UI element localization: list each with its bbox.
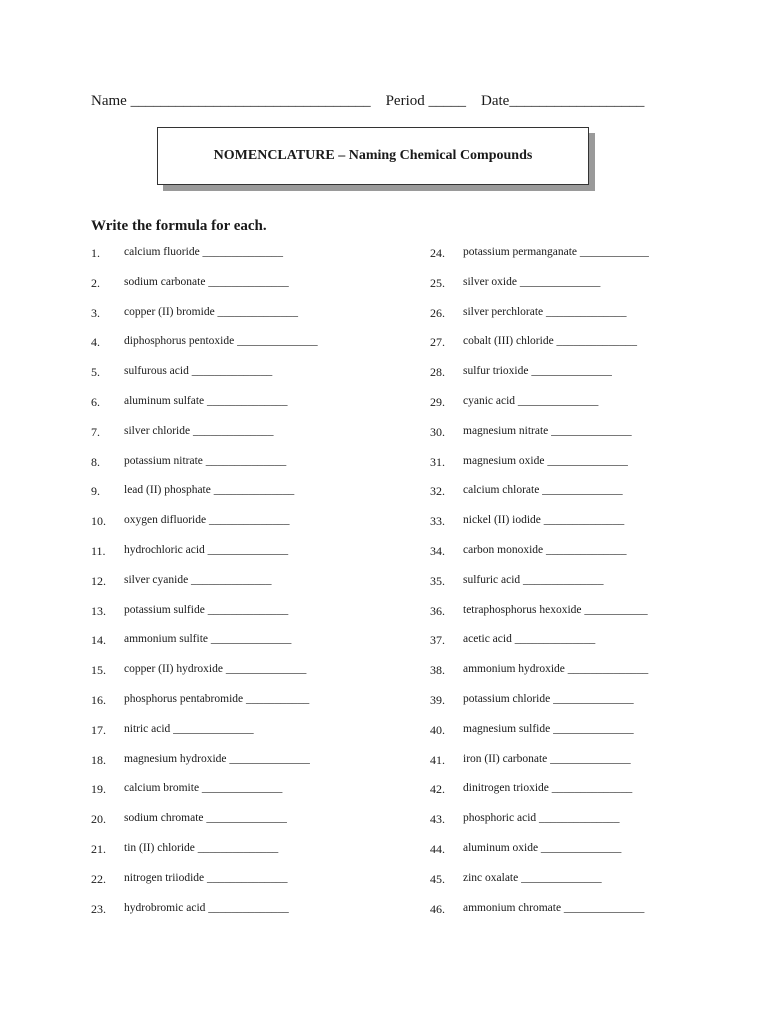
question-item[interactable] [430, 484, 649, 514]
question-item[interactable] [91, 753, 318, 783]
question-number: 7. [91, 424, 100, 439]
question-text: ammonium chromate ______________ [463, 901, 645, 914]
question-text: lead (II) phosphate ______________ [124, 484, 295, 497]
question-text: magnesium oxide ______________ [463, 454, 628, 467]
question-number: 41. [430, 752, 445, 767]
question-number: 17. [91, 722, 106, 737]
question-number: 20. [91, 812, 106, 827]
question-text: silver cyanide ______________ [124, 573, 272, 586]
question-item[interactable] [430, 663, 649, 693]
question-text: sulfur trioxide ______________ [463, 365, 612, 378]
question-text: potassium sulfide ______________ [124, 603, 289, 616]
question-number: 44. [430, 841, 445, 856]
question-item[interactable] [91, 723, 318, 753]
question-number: 11. [91, 543, 106, 558]
question-number: 33. [430, 514, 445, 529]
question-item[interactable] [91, 604, 318, 634]
question-number: 36. [430, 603, 445, 618]
question-number: 6. [91, 394, 100, 409]
question-number: 12. [91, 573, 106, 588]
question-text: phosphoric acid ______________ [463, 812, 620, 825]
question-item[interactable] [430, 544, 649, 574]
question-text: calcium chlorate ______________ [463, 484, 623, 497]
question-item[interactable] [91, 663, 318, 693]
question-text: nickel (II) iodide ______________ [463, 514, 625, 527]
question-number: 24. [430, 246, 445, 260]
question-text: magnesium sulfide ______________ [463, 722, 634, 735]
question-text: nitrogen triiodide ______________ [124, 871, 288, 884]
question-item[interactable] [430, 246, 649, 276]
question-text: tetraphosphorus hexoxide ___________ [463, 603, 648, 616]
title-box [157, 127, 589, 185]
question-item[interactable] [91, 842, 318, 872]
question-number: 22. [91, 871, 106, 886]
right-question-column [430, 246, 649, 931]
question-text: silver perchlorate ______________ [463, 305, 627, 318]
question-item[interactable] [91, 306, 318, 336]
date-field[interactable]: Date__________________ [481, 93, 645, 109]
question-item[interactable] [430, 782, 649, 812]
question-text: potassium permanganate ____________ [463, 246, 649, 258]
question-item[interactable] [91, 395, 318, 425]
question-text: aluminum oxide ______________ [463, 841, 622, 854]
question-item[interactable] [91, 782, 318, 812]
question-item[interactable] [91, 574, 318, 604]
question-text: cyanic acid ______________ [463, 394, 599, 407]
question-text: sulfuric acid ______________ [463, 573, 604, 586]
question-number: 38. [430, 663, 445, 678]
question-number: 39. [430, 692, 445, 707]
question-item[interactable] [430, 365, 649, 395]
question-item[interactable] [91, 633, 318, 663]
question-number: 16. [91, 692, 106, 707]
question-number: 21. [91, 841, 106, 856]
question-number: 35. [430, 573, 445, 588]
question-item[interactable] [91, 335, 318, 365]
question-number: 4. [91, 335, 100, 350]
question-text: tin (II) chloride ______________ [124, 841, 279, 854]
question-item[interactable] [430, 425, 649, 455]
question-text: silver oxide ______________ [463, 275, 601, 288]
question-number: 31. [430, 454, 445, 469]
question-number: 5. [91, 365, 100, 380]
question-item[interactable] [91, 455, 318, 485]
question-text: ammonium sulfite ______________ [124, 633, 292, 646]
question-item[interactable] [430, 514, 649, 544]
question-number: 46. [430, 901, 445, 916]
student-info-line [91, 93, 644, 110]
question-item[interactable] [430, 633, 649, 663]
question-item[interactable] [430, 872, 649, 902]
question-item[interactable] [430, 902, 649, 932]
question-text: sodium carbonate ______________ [124, 275, 289, 288]
question-item[interactable] [430, 306, 649, 336]
question-text: copper (II) hydroxide ______________ [124, 663, 307, 676]
question-number: 2. [91, 275, 100, 290]
question-number: 8. [91, 454, 100, 469]
question-item[interactable] [91, 693, 318, 723]
question-item[interactable] [430, 723, 649, 753]
question-item[interactable] [91, 514, 318, 544]
question-number: 10. [91, 514, 106, 529]
question-item[interactable] [430, 574, 649, 604]
question-item[interactable] [430, 753, 649, 783]
question-number: 27. [430, 335, 445, 350]
question-text: phosphorus pentabromide ___________ [124, 692, 310, 705]
question-item[interactable] [430, 604, 649, 634]
question-number: 15. [91, 663, 106, 678]
question-number: 40. [430, 722, 445, 737]
question-number: 30. [430, 424, 445, 439]
question-text: nitric acid ______________ [124, 722, 254, 735]
question-item[interactable] [430, 842, 649, 872]
question-number: 26. [430, 305, 445, 320]
question-number: 29. [430, 394, 445, 409]
question-number: 23. [91, 901, 106, 916]
question-item[interactable] [430, 395, 649, 425]
question-item[interactable] [91, 276, 318, 306]
question-text: aluminum sulfate ______________ [124, 394, 288, 407]
question-number: 3. [91, 305, 100, 320]
question-number: 34. [430, 543, 445, 558]
question-text: hydrochloric acid ______________ [124, 543, 289, 556]
question-text: ammonium hydroxide ______________ [463, 663, 649, 676]
question-text: sulfurous acid ______________ [124, 365, 273, 378]
question-number: 1. [91, 246, 100, 260]
question-item[interactable] [91, 246, 318, 276]
question-number: 37. [430, 633, 445, 648]
question-text: calcium bromite ______________ [124, 782, 283, 795]
question-text: calcium fluoride ______________ [124, 246, 284, 258]
question-item[interactable] [91, 484, 318, 514]
question-text: silver chloride ______________ [124, 424, 274, 437]
left-question-column [91, 246, 318, 931]
question-item[interactable] [91, 544, 318, 574]
question-item[interactable] [91, 902, 318, 932]
question-text: dinitrogen trioxide ______________ [463, 782, 633, 795]
question-text: potassium nitrate ______________ [124, 454, 287, 467]
question-number: 43. [430, 812, 445, 827]
instructions-heading: Write the formula for each. [91, 218, 267, 234]
question-item[interactable] [430, 693, 649, 723]
question-text: cobalt (III) chloride ______________ [463, 335, 638, 348]
page-title: NOMENCLATURE – Naming Chemical Compounds [157, 127, 589, 185]
question-item[interactable] [430, 455, 649, 485]
question-text: acetic acid ______________ [463, 633, 596, 646]
question-text: magnesium nitrate ______________ [463, 424, 632, 437]
question-text: sodium chromate ______________ [124, 812, 287, 825]
question-item[interactable] [91, 365, 318, 395]
question-number: 45. [430, 871, 445, 886]
question-text: potassium chloride ______________ [463, 692, 634, 705]
name-field[interactable]: Name ________________________________ [91, 93, 371, 109]
question-item[interactable] [430, 276, 649, 306]
question-text: iron (II) carbonate ______________ [463, 752, 631, 765]
question-number: 28. [430, 365, 445, 380]
question-text: copper (II) bromide ______________ [124, 305, 299, 318]
question-number: 19. [91, 782, 106, 797]
question-text: magnesium hydroxide ______________ [124, 752, 310, 765]
period-field[interactable]: Period _____ [385, 93, 466, 109]
question-item[interactable] [91, 812, 318, 842]
question-text: oxygen difluoride ______________ [124, 514, 290, 527]
question-text: zinc oxalate ______________ [463, 871, 602, 884]
question-item[interactable] [91, 425, 318, 455]
question-number: 18. [91, 752, 106, 767]
question-text: hydrobromic acid ______________ [124, 901, 289, 914]
question-number: 9. [91, 484, 100, 499]
question-text: diphosphorus pentoxide ______________ [124, 335, 318, 348]
question-number: 25. [430, 275, 445, 290]
question-text: carbon monoxide ______________ [463, 543, 627, 556]
question-item[interactable] [91, 872, 318, 902]
question-number: 42. [430, 782, 445, 797]
question-number: 32. [430, 484, 445, 499]
question-number: 14. [91, 633, 106, 648]
question-number: 13. [91, 603, 106, 618]
question-item[interactable] [430, 335, 649, 365]
question-item[interactable] [430, 812, 649, 842]
